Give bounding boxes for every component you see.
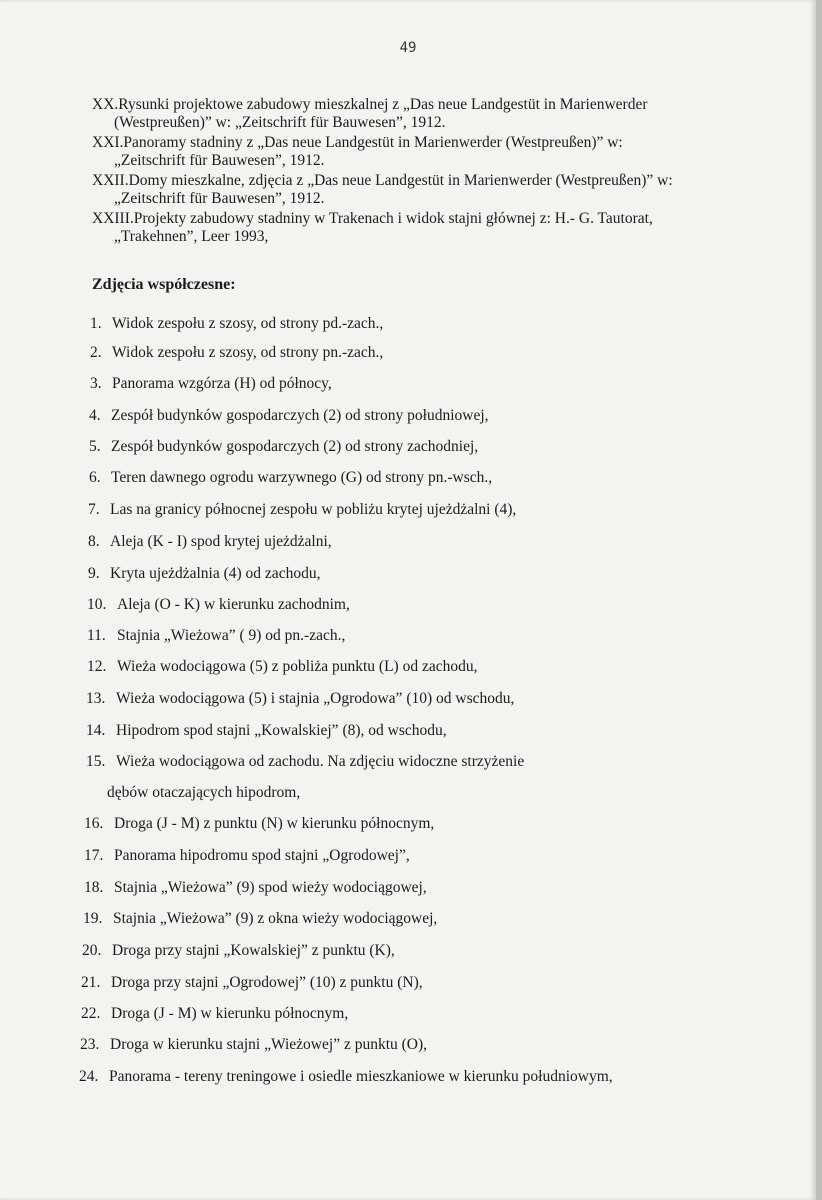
list-number: 20. (82, 942, 102, 959)
list-number: 5. (89, 438, 101, 455)
list-text: Wieża wodociągowa (5) i stajnia „Ogrodowa” (10) od wschodu, (116, 690, 515, 707)
list-number: 14. (86, 722, 106, 739)
list-item (84, 847, 410, 865)
list-number: 10. (87, 596, 107, 613)
list-text: Las na granicy północnej zespołu w pobliżu krytej ujeżdżalni (4), (110, 501, 517, 518)
list-item (87, 658, 477, 676)
list-number: 22. (81, 1005, 101, 1022)
list-item-continuation: dębów otaczających hipodrom, (107, 784, 301, 801)
list-text: Aleja (K - I) spod krytej ujeżdżalni, (110, 533, 332, 550)
illustration-line: „Trakehnen”, Leer 1993, (114, 228, 269, 245)
list-text: Zespół budynków gospodarczych (2) od strony zachodniej, (111, 438, 479, 455)
list-text: Zespół budynków gospodarczych (2) od strony południowej, (111, 407, 489, 424)
list-text: Wieża wodociągowa (5) z pobliża punktu (L) od zachodu, (117, 658, 478, 675)
list-item (90, 375, 332, 393)
list-item (81, 974, 423, 992)
list-number: 1. (90, 315, 102, 332)
list-number: 13. (86, 690, 106, 707)
illustration-line: „Zeitschrift für Bauwesen”, 1912. (114, 152, 325, 169)
list-item (90, 344, 383, 362)
list-text: Panorama - tereny treningowe i osiedle mieszkaniowe w kierunku południowym, (109, 1068, 613, 1085)
list-item (81, 1005, 348, 1023)
list-item (87, 627, 345, 645)
list-number: 24. (79, 1068, 99, 1085)
list-text: Widok zespołu z szosy, od strony pd.-zach., (112, 315, 384, 332)
list-number: 8. (88, 533, 100, 550)
list-number: 19. (83, 910, 103, 927)
illustration-line: XX.Rysunki projektowe zabudowy mieszkalnej z „Das neue Landgestüt in Marienwerder (92, 96, 648, 113)
list-item (90, 315, 383, 333)
list-item (80, 1036, 427, 1054)
list-number: 4. (89, 407, 101, 424)
list-text: Panorama wzgórza (H) od północy, (112, 375, 332, 392)
page-edge (816, 0, 822, 1200)
illustration-line: XXII.Domy mieszkalne, zdjęcia z „Das neue Landgestüt in Marienwerder (Westpreußen)” w: (92, 172, 673, 189)
list-item (89, 438, 478, 456)
page-number: 49 (399, 40, 417, 56)
section-heading: Zdjęcia współczesne: (92, 276, 236, 293)
list-item (84, 815, 434, 833)
list-number: 23. (80, 1036, 100, 1053)
list-text: Teren dawnego ogrodu warzywnego (G) od strony pn.-wsch., (111, 469, 493, 486)
list-item (88, 533, 332, 551)
list-item (83, 910, 437, 928)
list-item (88, 501, 516, 519)
list-text: Stajnia „Wieżowa” ( 9) od pn.-zach., (117, 627, 346, 644)
list-item (82, 942, 395, 960)
list-item (88, 565, 320, 583)
list-item (89, 407, 489, 425)
list-text: Aleja (O - K) w kierunku zachodnim, (117, 596, 350, 613)
list-item (86, 722, 447, 740)
illustration-line: (Westpreußen)” w: „Zeitschrift für Bauwesen”, 1912. (114, 114, 446, 131)
illustration-entry (92, 96, 747, 132)
list-item (86, 690, 514, 708)
list-number: 17. (84, 847, 104, 864)
illustration-line: „Zeitschrift für Bauwesen”, 1912. (114, 190, 325, 207)
list-text: Kryta ujeżdżalnia (4) od zachodu, (110, 565, 321, 582)
illustration-line: XXIII.Projekty zabudowy stadniny w Trakenach i widok stajni głównej z: H.- G. Tautorat, (92, 210, 653, 227)
list-item (87, 596, 350, 614)
list-item (79, 1068, 613, 1086)
list-text: Droga (J - M) w kierunku północnym, (111, 1005, 349, 1022)
list-number: 15. (86, 753, 106, 770)
list-number: 21. (81, 974, 101, 991)
list-text: Stajnia „Wieżowa” (9) z okna wieży wodociągowej, (113, 910, 438, 927)
illustration-line: XXI.Panoramy stadniny z „Das neue Landgestüt in Marienwerder (Westpreußen)” w: (92, 134, 623, 151)
list-text: Stajnia „Wieżowa” (9) spod wieży wodociągowej, (114, 879, 427, 896)
list-text: Hipodrom spod stajni „Kowalskiej” (8), od wschodu, (116, 722, 447, 739)
list-text: Widok zespołu z szosy, od strony pn.-zach., (112, 344, 384, 361)
list-number: 9. (88, 565, 100, 582)
list-text: Droga (J - M) z punktu (N) w kierunku północnym, (114, 815, 435, 832)
list-number: 3. (90, 375, 102, 392)
list-number: 12. (87, 658, 107, 675)
list-number: 18. (84, 879, 104, 896)
list-text: Droga w kierunku stajni „Wieżowej” z punktu (O), (110, 1036, 428, 1053)
list-text: Wieża wodociągowa od zachodu. Na zdjęciu widoczne strzyżenie (116, 753, 525, 770)
list-number: 2. (90, 344, 102, 361)
list-text: Droga przy stajni „Ogrodowej” (10) z punktu (N), (111, 974, 423, 991)
list-item (84, 879, 427, 897)
list-item (89, 469, 492, 487)
list-number: 7. (88, 501, 100, 518)
list-item (86, 753, 524, 771)
list-text: Panorama hipodromu spod stajni „Ogrodowej”, (114, 847, 410, 864)
list-number: 6. (89, 469, 101, 486)
illustration-entry (92, 134, 747, 170)
illustration-entry (92, 172, 747, 208)
illustration-entry (92, 210, 747, 246)
list-text: Droga przy stajni „Kowalskiej” z punktu (K), (112, 942, 395, 959)
list-number: 16. (84, 815, 104, 832)
list-number: 11. (87, 627, 106, 644)
